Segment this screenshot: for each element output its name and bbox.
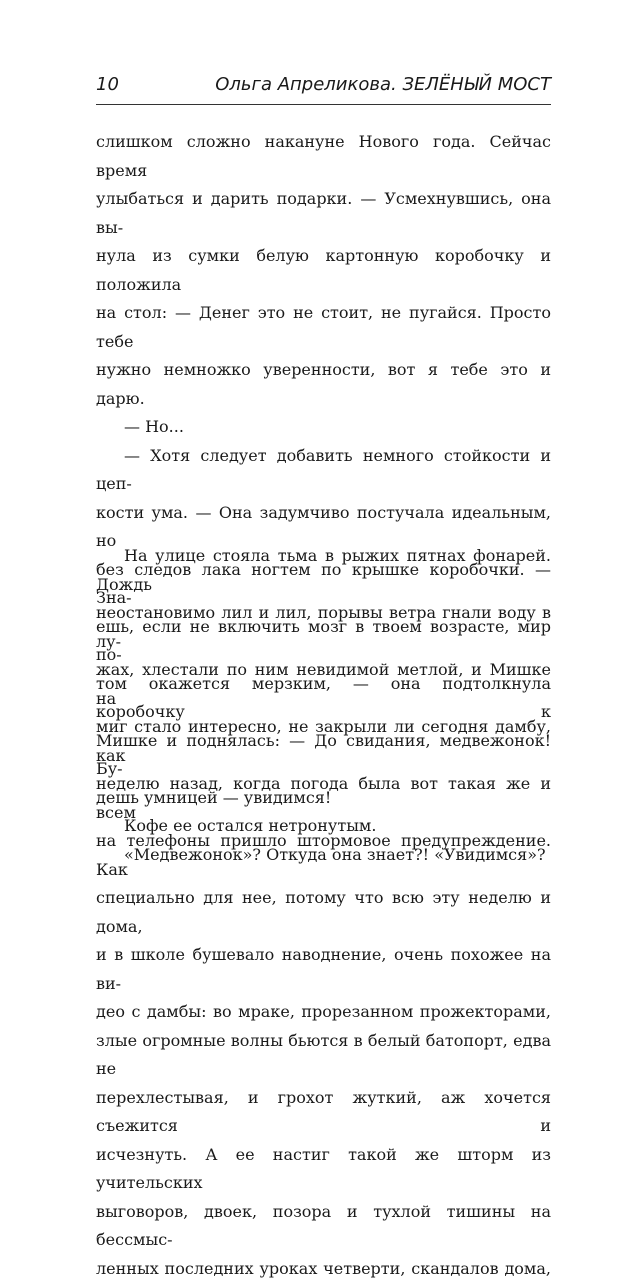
page-header bbox=[96, 72, 551, 104]
text-line: выговоров, двоек, позора и тухлой тишины на бессмыс- bbox=[96, 1198, 551, 1255]
text-line: — Но... bbox=[96, 413, 551, 442]
text-line: слишком сложно накануне Нового года. Сейчас время bbox=[96, 128, 551, 185]
text-line: злые огромные волны бьются в белый батопорт, едва не bbox=[96, 1027, 551, 1084]
text-line: неостановимо лил и лил, порывы ветра гнали воду в лу- bbox=[96, 599, 551, 656]
text-line: део с дамбы: во мраке, прорезанном прожекторами, bbox=[96, 998, 551, 1027]
text-line: миг стало интересно, не закрыли ли сегодня дамбу, как bbox=[96, 713, 551, 770]
text-line: исчезнуть. А ее настиг такой же шторм из учительских bbox=[96, 1141, 551, 1198]
text-line: Мишке и поднялась: — До свидания, медвежонок! Бу- bbox=[96, 727, 551, 784]
text-line: На улице стояла тьма в рыжих пятнах фонарей. Дождь bbox=[96, 542, 551, 599]
text-line: жах, хлестали по ним невидимой метлой, и Мишке на bbox=[96, 656, 551, 713]
text-line: на телефоны пришло штормовое предупреждение. Как bbox=[96, 827, 551, 884]
text-section-2 bbox=[96, 542, 551, 1283]
page-number: 10 bbox=[96, 74, 119, 95]
text-line: дешь умницей — увидимся! bbox=[96, 784, 551, 813]
running-title: Ольга Апреликова. ЗЕЛЁНЫЙ МОСТ bbox=[215, 74, 551, 95]
text-line: кости ума. — Она задумчиво постучала идеальным, но bbox=[96, 499, 551, 556]
text-line: на стол: — Денег это не стоит, не пугайся. Просто тебе bbox=[96, 299, 551, 356]
text-line: неделю назад, когда погода была вот такая же и всем bbox=[96, 770, 551, 827]
text-line: нужно немножко уверенности, вот я тебе это и дарю. bbox=[96, 356, 551, 413]
text-line: улыбаться и дарить подарки. — Усмехнувшись, она вы- bbox=[96, 185, 551, 242]
text-line: и в школе бушевало наводнение, очень похожее на ви- bbox=[96, 941, 551, 998]
text-line: перехлестывая, и грохот жуткий, аж хочется съежится и bbox=[96, 1084, 551, 1141]
text-line: — Хотя следует добавить немного стойкости и цеп- bbox=[96, 442, 551, 499]
text-line: без следов лака ногтем по крышке коробочки. — Зна- bbox=[96, 556, 551, 613]
header-rule bbox=[96, 104, 551, 105]
text-line: «Медвежонок»? Откуда она знает?! «Увидимся»? bbox=[96, 841, 551, 870]
text-line: том окажется мерзким, — она подтолкнула коробочку к bbox=[96, 670, 551, 727]
text-line: ешь, если не включить мозг в твоем возрасте, мир по- bbox=[96, 613, 551, 670]
text-line: ленных последних уроках четверти, скандалов дома, bbox=[96, 1255, 551, 1283]
text-line: специально для нее, потому что всю эту неделю и дома, bbox=[96, 884, 551, 941]
text-line: Кофе ее остался нетронутым. bbox=[96, 812, 551, 841]
text-line: нула из сумки белую картонную коробочку и положила bbox=[96, 242, 551, 299]
